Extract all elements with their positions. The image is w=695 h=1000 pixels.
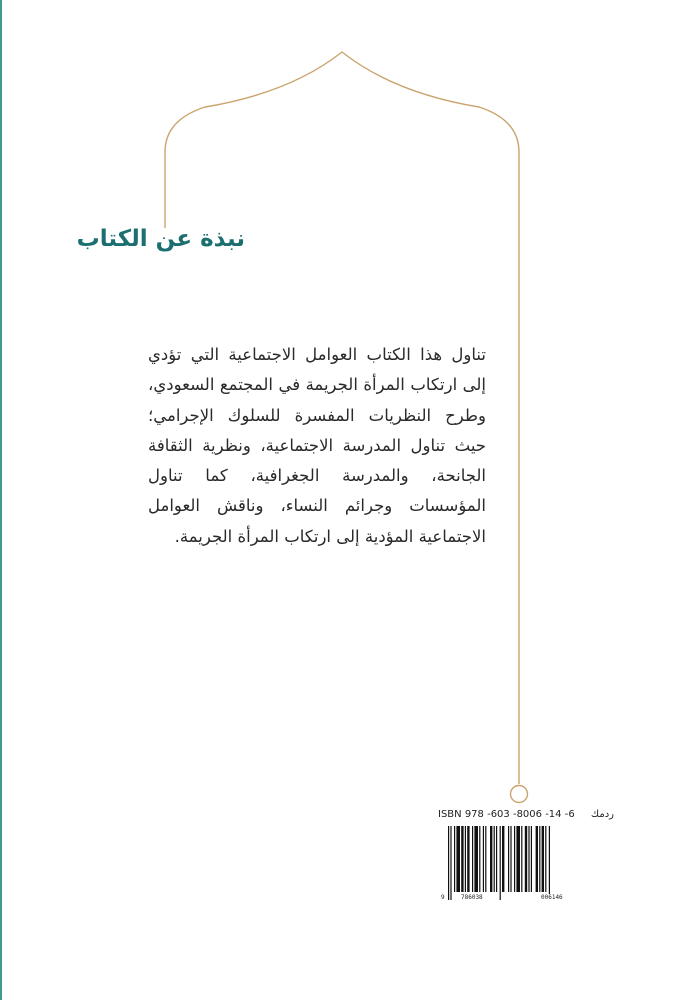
barcode-bar (514, 826, 515, 892)
isbn-line (438, 809, 614, 820)
barcode-bar (448, 826, 449, 900)
barcode-bar (454, 826, 455, 892)
barcode-bar (485, 826, 486, 892)
section-title: نبذة عن الكتاب (76, 226, 245, 252)
barcode-bar (508, 826, 509, 892)
barcode-bars (440, 826, 598, 900)
isbn-arabic-label: ردمك (590, 809, 614, 820)
barcode-bar (467, 826, 469, 892)
barcode-bar (525, 826, 527, 892)
barcode-bar (494, 826, 495, 892)
barcode-bar (474, 826, 478, 892)
barcode-digit-group-1: 786038 (461, 894, 483, 901)
barcode-bar (539, 826, 540, 892)
barcode-bar (545, 826, 546, 892)
barcode-bar (461, 826, 463, 892)
barcode-bar (521, 826, 522, 892)
barcode-bar (502, 826, 504, 892)
barcode-bar (450, 826, 451, 900)
barcode-bar (465, 826, 466, 892)
barcode-bar (528, 826, 529, 892)
barcode-bar (479, 826, 480, 892)
barcode-digit-first: 9 (441, 894, 445, 901)
barcode-bar (483, 826, 484, 892)
barcode-bar (531, 826, 532, 892)
book-description: تناول هذا الكتاب العوامل الاجتماعية التي تؤدي إلى ارتكاب المرأة الجريمة في المجتمع السعودي، وطرح النظريات المفسرة للسلوك الإجرامي؛ حيث تناول المدرسة الاجتماعية، ونظرية الثقافة الجانحة، والمدرسة الجغرافية، كما تناول المؤسسات وجرائم النساء، وناقش العوامل الاجتماعية المؤدية إلى ارتكاب المرأة الجريمة. (148, 345, 486, 546)
barcode-bar (549, 826, 550, 900)
barcode-bar (496, 826, 497, 892)
barcode-bar (490, 826, 492, 892)
barcode-bar (510, 826, 511, 892)
barcode-bar (542, 826, 544, 892)
barcode-digits (440, 892, 598, 904)
barcode-digit-group-2: 006146 (541, 894, 563, 901)
barcode-bar (536, 826, 538, 892)
barcode-bar (500, 826, 501, 900)
barcode-bar (456, 826, 460, 892)
barcode (440, 826, 598, 906)
barcode-bar (472, 826, 473, 892)
frame-end-ornament (511, 786, 528, 803)
isbn-number: ISBN 978 -603 -8006 -14 -6 (438, 809, 575, 820)
barcode-bar (516, 826, 520, 892)
